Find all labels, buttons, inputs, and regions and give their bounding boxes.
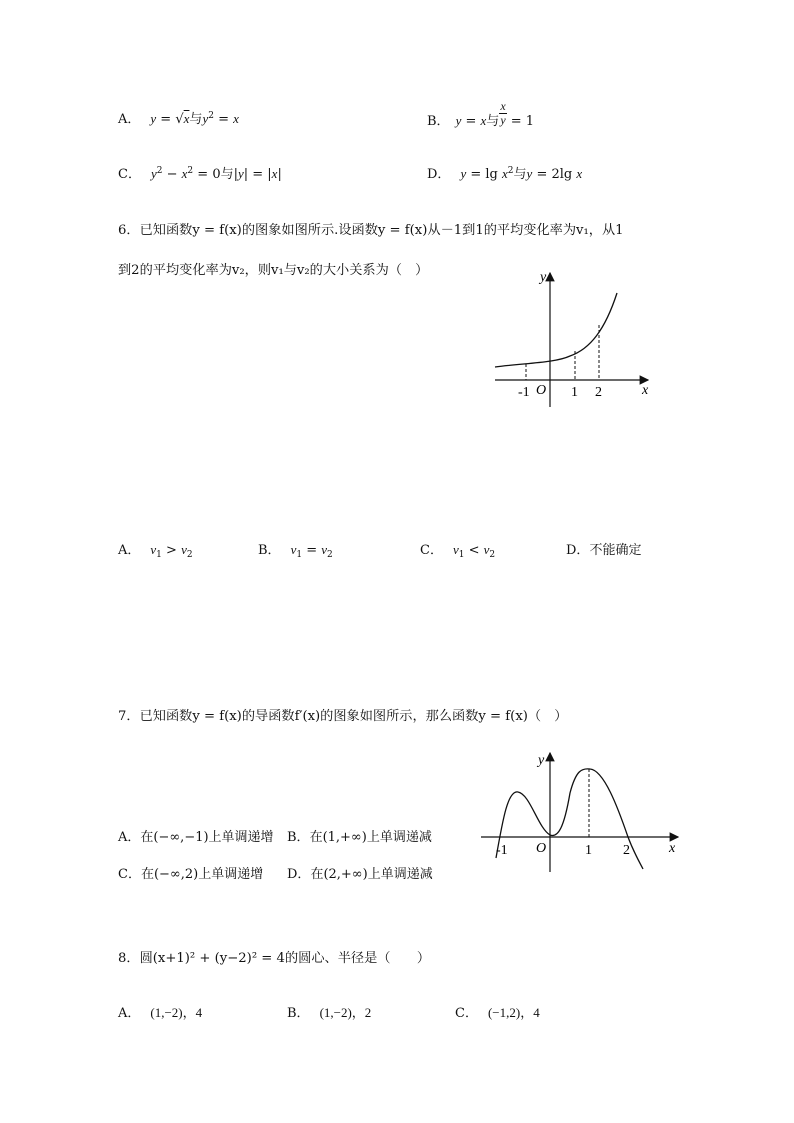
q5-option-a: A． y = √x与$y^2 = x$ (118, 111, 239, 127)
q7-option-a (118, 826, 274, 845)
tick-label-minus1: -1 (496, 843, 508, 858)
q6-option-a: A． $v_1 > v_2$ (118, 542, 193, 560)
option-label: D． (427, 167, 451, 182)
tick-label-1: 1 (571, 385, 578, 400)
tick-label-2: 2 (595, 385, 602, 400)
option-label: B． (427, 114, 450, 129)
option-text: 在(−∞,2)上单调递增 (140, 867, 264, 882)
q7-option-b (287, 826, 432, 845)
option-text: 不能确定 (589, 543, 642, 558)
option-label: A． (118, 830, 141, 845)
origin-label: O (536, 841, 547, 856)
q8-stem: 8．圆(x+1)² + (y−2)² = 4的圆心、半径是（ ） (118, 951, 431, 966)
option-math: (1,−2)，4 (150, 1005, 203, 1020)
option-label: D． (287, 867, 311, 882)
q6-graph (485, 265, 665, 415)
option-label: B． (258, 543, 281, 558)
option-label: C． (455, 1006, 478, 1021)
y-axis-label: y (538, 753, 545, 768)
option-label: D． (566, 543, 590, 558)
q5-option-b: B． y = x与 $\frac{x}{y}$ = 1 (427, 99, 535, 129)
option-label: B． (287, 1006, 310, 1021)
option-label: B． (287, 830, 310, 845)
q8-option-c (455, 1002, 540, 1021)
q7-option-d (287, 863, 433, 882)
q7-option-c (118, 863, 263, 882)
option-label: C． (118, 167, 141, 182)
q5-option-c: C． $y^2 - x^2 = 0$与|y| = |x| (118, 166, 282, 182)
q6-stem-line1: 6．已知函数y = f(x)的图象如图所示.设函数y = f(x)从－1到1的平均变化率为v₁，从1 (118, 223, 624, 238)
tick-label-2: 2 (623, 843, 630, 858)
q6-option-d (566, 539, 641, 558)
option-math: (1,−2)，2 (319, 1005, 372, 1020)
tick-label-1: 1 (585, 843, 592, 858)
y-axis-label: y (540, 270, 547, 285)
q8-option-a (118, 1002, 202, 1021)
x-axis-label: x (669, 841, 676, 856)
q8-option-b (287, 1002, 371, 1021)
option-label: C． (420, 543, 443, 558)
option-text: 在(1,+∞)上单调递减 (309, 830, 432, 845)
tick-label-minus1: -1 (518, 385, 530, 400)
q7-stem: 7．已知函数y = f(x)的导函数f′(x)的图象如图所示，那么函数y = f(x)（ ） (118, 709, 568, 724)
option-label: A． (118, 112, 141, 127)
q7-graph (478, 748, 688, 878)
option-text: 在(−∞,−1)上单调递增 (140, 830, 274, 845)
q6-stem-line2: 到2的平均变化率为v₂，则v₁与v₂的大小关系为（ ） (118, 263, 429, 278)
option-text: 在(2,+∞)上单调递减 (310, 867, 433, 882)
q6-option-c: C． $v_1 < v_2$ (420, 542, 496, 560)
origin-label: O (536, 383, 547, 398)
derivative-curve (496, 769, 643, 869)
q6-option-b: B． $v_1 = v_2$ (258, 542, 333, 560)
option-label: C． (118, 867, 141, 882)
option-label: A． (118, 1006, 141, 1021)
x-axis-label: x (642, 383, 649, 398)
option-math: (−1,2)，4 (487, 1005, 540, 1020)
q5-option-d: D． $y = \lg x^2$与y = 2lg x (427, 166, 583, 182)
option-label: A． (118, 543, 141, 558)
